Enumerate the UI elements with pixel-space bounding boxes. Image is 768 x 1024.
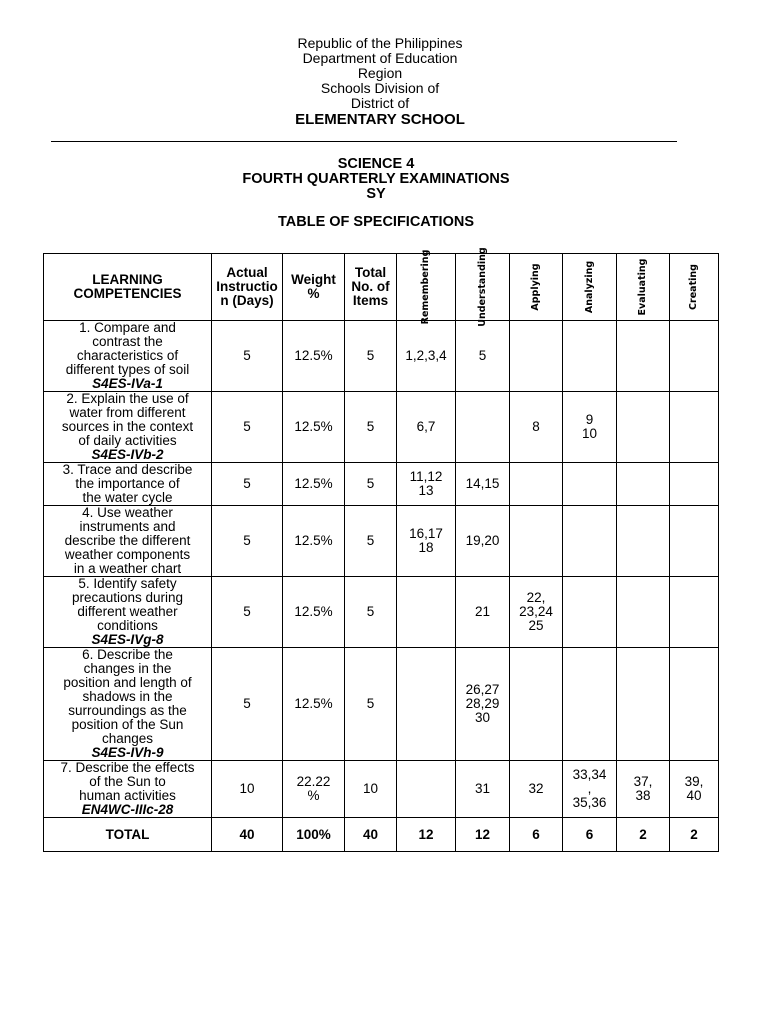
total-evaluating: 2 (617, 818, 670, 852)
analyzing-cell (563, 321, 617, 392)
header-analyzing: Analyzing (563, 254, 617, 321)
school-year: SY (366, 186, 386, 202)
days-cell: 5 (212, 392, 283, 463)
table-row (44, 761, 719, 818)
items-cell: 5 (345, 648, 397, 761)
items-cell: 5 (345, 463, 397, 506)
header-line-district: District of (350, 95, 410, 111)
exam-title: FOURTH QUARTERLY EXAMINATIONS (242, 171, 510, 187)
competency-text: 5. Identify safety (78, 576, 177, 591)
competency-text: instruments and (79, 519, 176, 534)
competency-text: characteristics of (76, 348, 179, 363)
weight-cell: 12.5% (283, 506, 345, 577)
competency-cell (44, 463, 212, 506)
weight-cell: 12.5% (283, 577, 345, 648)
weight-cell: 12.5% (283, 321, 345, 392)
table-row (44, 392, 719, 463)
competency-text: 1. Compare and (79, 320, 176, 335)
creating-cell (670, 648, 719, 761)
applying-cell: 8 (510, 392, 563, 463)
items-cell: 10 (345, 761, 397, 818)
days-cell: 5 (212, 321, 283, 392)
days-cell: 5 (212, 648, 283, 761)
total-items: 40 (345, 818, 397, 852)
understanding-cell: 26,27 28,29 30 (456, 648, 510, 761)
items-cell: 5 (345, 577, 397, 648)
header-line-republic: Republic of the Philippines (297, 35, 463, 51)
table-row (44, 321, 719, 392)
evaluating-cell (617, 392, 670, 463)
days-cell: 10 (212, 761, 283, 818)
applying-cell (510, 648, 563, 761)
header-divider (51, 141, 677, 142)
analyzing-cell (563, 463, 617, 506)
competency-text: the importance of (75, 476, 180, 491)
document-header (0, 36, 760, 127)
competency-text: 6. Describe the (82, 647, 173, 662)
applying-cell (510, 463, 563, 506)
creating-cell (670, 463, 719, 506)
competency-code: S4ES-IVa-1 (92, 376, 163, 391)
weight-cell: 22.22 % (283, 761, 345, 818)
competency-cell (44, 761, 212, 818)
analyzing-cell: 33,34 , 35,36 (563, 761, 617, 818)
competency-text: position of the Sun (71, 717, 184, 732)
creating-cell (670, 392, 719, 463)
weight-cell: 12.5% (283, 463, 345, 506)
competency-text: water from different (69, 405, 186, 420)
competency-code: S4ES-IVh-9 (91, 745, 164, 760)
remembering-cell (397, 648, 456, 761)
competency-text: surroundings as the (68, 703, 187, 718)
total-creating: 2 (670, 818, 719, 852)
evaluating-cell (617, 577, 670, 648)
days-cell: 5 (212, 463, 283, 506)
evaluating-cell (617, 321, 670, 392)
total-row (44, 818, 719, 852)
competency-cell (44, 577, 212, 648)
evaluating-cell (617, 648, 670, 761)
days-cell: 5 (212, 577, 283, 648)
remembering-cell (397, 577, 456, 648)
total-label: TOTAL (44, 818, 212, 852)
applying-cell: 22, 23,24 25 (510, 577, 563, 648)
competency-text: 4. Use weather (82, 505, 173, 520)
header-items: Total No. of Items (345, 254, 397, 321)
competency-text: position and length of (63, 675, 192, 690)
understanding-cell: 19,20 (456, 506, 510, 577)
competency-text: in a weather chart (73, 561, 182, 576)
competency-text: human activities (79, 788, 176, 803)
total-analyzing: 6 (563, 818, 617, 852)
total-applying: 6 (510, 818, 563, 852)
subject-title: SCIENCE 4 (337, 156, 415, 172)
header-line-department: Department of Education (302, 50, 458, 66)
items-cell: 5 (345, 321, 397, 392)
header-creating: Creating (670, 254, 719, 321)
competency-code: EN4WC-IIIc-28 (81, 802, 174, 817)
table-row (44, 577, 719, 648)
remembering-cell: 6,7 (397, 392, 456, 463)
table-row (44, 506, 719, 577)
applying-cell (510, 506, 563, 577)
competency-text: 7. Describe the effects (60, 760, 195, 775)
tos-title: TABLE OF SPECIFICATIONS (277, 214, 475, 230)
weight-cell: 12.5% (283, 648, 345, 761)
understanding-cell: 31 (456, 761, 510, 818)
header-applying: Applying (510, 254, 563, 321)
competency-text: weather components (64, 547, 191, 562)
total-understanding: 12 (456, 818, 510, 852)
applying-cell: 32 (510, 761, 563, 818)
competency-text: changes (101, 731, 154, 746)
header-weight: Weight % (283, 254, 345, 321)
competency-cell (44, 506, 212, 577)
competency-text: of daily activities (78, 433, 177, 448)
total-remembering: 12 (397, 818, 456, 852)
competency-text: different weather (77, 604, 178, 619)
items-cell: 5 (345, 392, 397, 463)
specifications-table (43, 247, 719, 852)
competency-text: contrast the (92, 334, 163, 349)
competency-text: sources in the context (61, 419, 194, 434)
header-evaluating: Evaluating (617, 254, 670, 321)
competency-text: different types of soil (65, 362, 190, 377)
competency-cell (44, 392, 212, 463)
analyzing-cell (563, 648, 617, 761)
competency-text: shadows in the (82, 689, 173, 704)
evaluating-cell: 37, 38 (617, 761, 670, 818)
evaluating-cell (617, 506, 670, 577)
remembering-cell: 1,2,3,4 (397, 321, 456, 392)
days-cell: 5 (212, 506, 283, 577)
weight-cell: 12.5% (283, 392, 345, 463)
school-name: ELEMENTARY SCHOOL (295, 111, 465, 128)
competency-text: precautions during (71, 590, 184, 605)
understanding-cell: 14,15 (456, 463, 510, 506)
creating-cell: 39, 40 (670, 761, 719, 818)
competency-text: the water cycle (82, 490, 173, 505)
total-days: 40 (212, 818, 283, 852)
analyzing-cell (563, 577, 617, 648)
creating-cell (670, 506, 719, 577)
competency-text: changes in the (83, 661, 172, 676)
table-row (44, 648, 719, 761)
understanding-cell (456, 392, 510, 463)
remembering-cell: 11,12 13 (397, 463, 456, 506)
header-competencies: LEARNING COMPETENCIES (44, 254, 212, 321)
items-cell: 5 (345, 506, 397, 577)
analyzing-cell (563, 506, 617, 577)
header-remembering: Remembering (397, 254, 456, 321)
remembering-cell: 16,17 18 (397, 506, 456, 577)
competency-text: 2. Explain the use of (66, 391, 189, 406)
competency-cell (44, 648, 212, 761)
document-titles (0, 157, 752, 230)
table-row (44, 463, 719, 506)
analyzing-cell: 9 10 (563, 392, 617, 463)
understanding-cell: 21 (456, 577, 510, 648)
table-header-row (44, 254, 719, 321)
creating-cell (670, 577, 719, 648)
competency-code: S4ES-IVg-8 (91, 632, 164, 647)
header-line-division: Schools Division of (320, 80, 440, 96)
evaluating-cell (617, 463, 670, 506)
applying-cell (510, 321, 563, 392)
competency-text: 3. Trace and describe (62, 462, 193, 477)
creating-cell (670, 321, 719, 392)
competency-code: S4ES-IVb-2 (91, 447, 164, 462)
understanding-cell: 5 (456, 321, 510, 392)
header-line-region: Region (357, 65, 403, 81)
header-understanding: Understanding (456, 254, 510, 321)
total-weight: 100% (283, 818, 345, 852)
competency-text: of the Sun to (89, 774, 166, 789)
competency-text: conditions (97, 618, 158, 633)
remembering-cell (397, 761, 456, 818)
competency-cell (44, 321, 212, 392)
competency-text: describe the different (64, 533, 191, 548)
header-days: Actual Instructio n (Days) (212, 254, 283, 321)
